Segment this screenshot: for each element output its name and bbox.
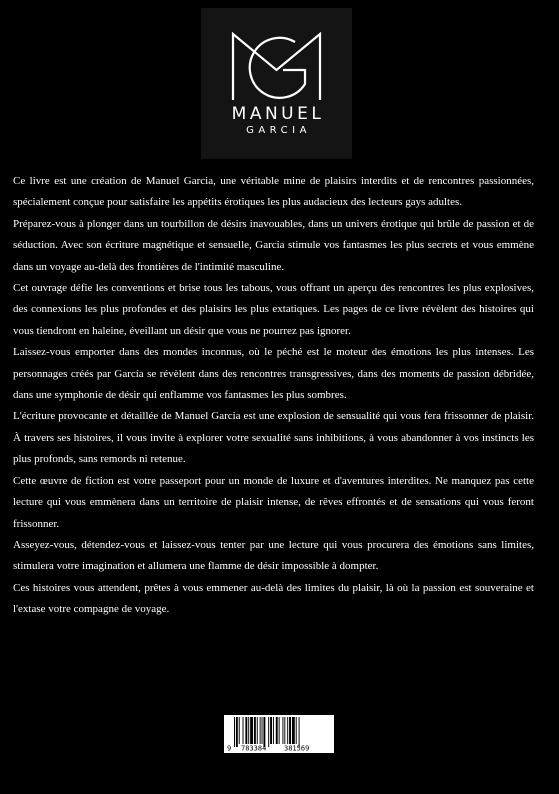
logo-author-last-name: GARCIA (246, 125, 311, 136)
barcode-left-digits: 783384 (241, 744, 267, 753)
blurb-paragraph: Ce livre est une création de Manuel Garcia, une véritable mine de plaisirs interdits et de rencontres passionnées, spécialement conçue pour satisfaire les appétits érotiques les plus audacieux des lecteurs gays adultes. (13, 175, 534, 209)
blurb-paragraph: Préparez-vous à plonger dans un tourbillon de désirs inavouables, dans un univers érotique qui brûle de passion et de séduction. Avec son écriture magnétique et sensuelle, Garcia stimule vos fantasmes les plus secrets et vous emmène dans un voyage au-delà des frontières de l'intimité masculine. (13, 217, 534, 273)
author-logo (201, 8, 352, 159)
logo-author-first-name: MANUEL (231, 104, 325, 124)
isbn-barcode (224, 715, 334, 753)
barcode-right-digits: 381569 (284, 744, 310, 753)
barcode-lead-digit: 9 (227, 744, 232, 753)
barcode-icon (224, 715, 334, 753)
blurb-paragraph: Ces histoires vous attendent, prêtes à vous emmener au-delà des limites du plaisir, là où la passion est souveraine et l'extase votre compagne de voyage. (13, 581, 534, 616)
mg-monogram-icon (231, 32, 322, 102)
blurb-paragraph: Cette œuvre de fiction est votre passeport pour un monde de luxure et d'aventures interdites. Ne manquez pas cette lecture qui vous emmènera dans un territoire de plaisir intense, de rêves effrontés et de sensations qui vous feront frissonner. (13, 474, 534, 530)
blurb-paragraph: Asseyez-vous, détendez-vous et laissez-vous tenter par une lecture qui vous procurera des émotions sans limites, stimulera votre imagination et allumera une flamme de désir impossible à dompter. (13, 538, 534, 573)
blurb-paragraph: Cet ouvrage défie les conventions et brise tous les tabous, vous offrant un aperçu des rencontres les plus explosives, des connexions les plus profondes et des plaisirs les plus extatiques. Les pages de ce livre révèlent des histoires qui vous tiendront en haleine, éveillant un désir que vous ne pourrez pas ignorer. (13, 282, 534, 337)
back-cover-blurb (13, 171, 534, 621)
blurb-paragraph: Laissez-vous emporter dans des mondes inconnus, où le péché est le moteur des émotions les plus intenses. Les personnages créés par García se révèlent dans des rencontres transgressives, dans des moments de passion débridée, dans une symphonie de désir qui enflamme vos fantasmes les plus sombres. (13, 346, 534, 402)
blurb-paragraph: L'écriture provocante et détaillée de Manuel Garcia est une explosion de sensualité qui vous fera frissonner de plaisir. À travers ses histoires, il vous invite à explorer votre sexualité sans inhibitions, à vous abandonner à vos instincts les plus profonds, sans remords ni retenue. (13, 410, 534, 466)
